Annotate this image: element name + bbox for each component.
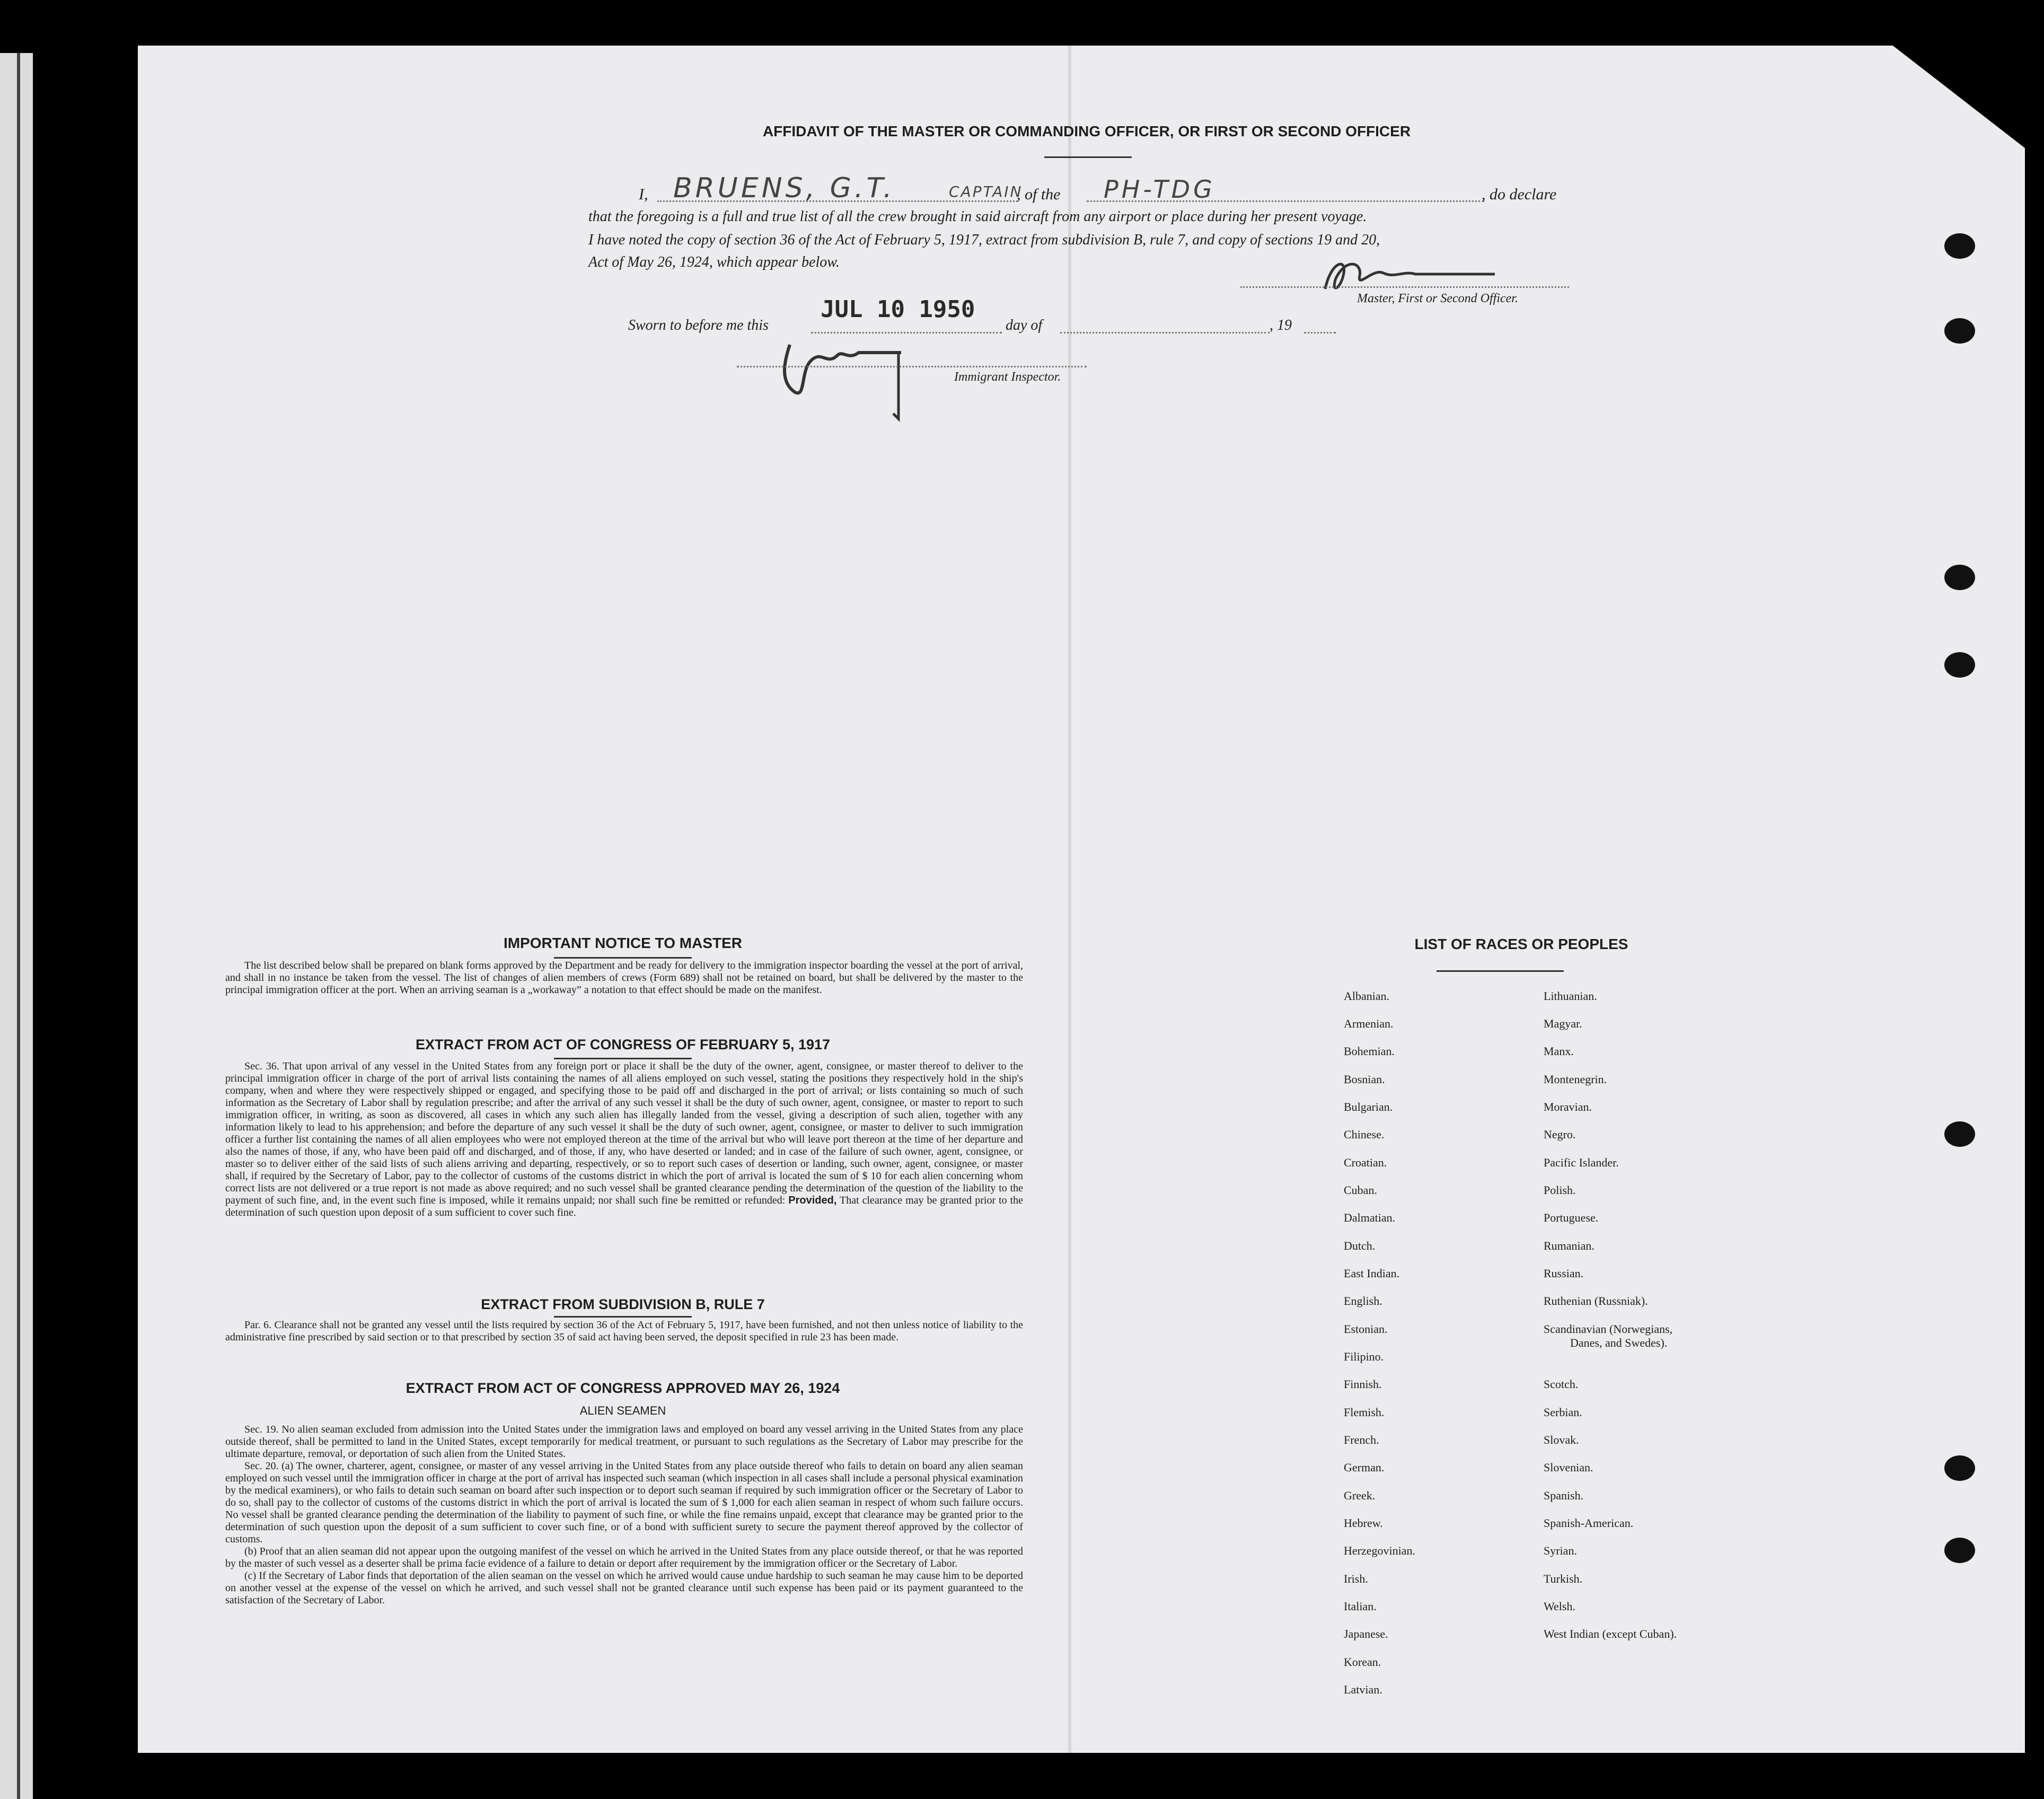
captain-rank: CAPTAIN <box>949 183 1023 200</box>
punch-hole <box>1944 1538 1975 1563</box>
sec20a-paragraph: Sec. 20. (a) The owner, charterer, agent, consignee, or master of any vessel arriving in the United States from any place outside thereof who fails to detain on board any alien seaman employed on such vessel until the immigration officer in charge at the port of arrival has inspected such seaman (which inspection in all cases shall include a personal physical examination by the medical examiners), or who fails to detain such seaman on board after such inspection or to deport such seaman if required by such immigration officer or the Secretary of Labor to do so, shall pay to the collector of customs of the customs district in which the port of arrival is located the sum of $ 1,000 for each alien seaman in respect of whom such failure occurs. No vessel shall be granted clearance pending the determination of the liability to payment of such fine, or while the fine remains unpaid, except that clearance may be granted prior to the determination of such question upon the deposit of a sum sufficient to cover such fine, or of a bond with sufficient surety to secure the payment thereof approved by the collector of customs. <box>225 1460 1023 1545</box>
affidavit-line-4: Act of May 26, 1924, which appear below. <box>588 254 840 270</box>
race-item: English. <box>1344 1294 1382 1307</box>
race-item: Dutch. <box>1344 1239 1376 1252</box>
aircraft-fill-line <box>1087 200 1484 202</box>
race-item: Lithuanian. <box>1544 989 1597 1003</box>
name-fill-line <box>657 200 1018 202</box>
race-item: Polish. <box>1544 1183 1576 1197</box>
race-item: Portuguese. <box>1544 1211 1599 1224</box>
master-label: Master, First or Second Officer. <box>1357 292 1518 305</box>
sec36-paragraph <box>225 1060 1023 1219</box>
year-fill-line <box>1304 332 1336 334</box>
race-item: Armenian. <box>1344 1017 1394 1030</box>
race-item: Pacific Islander. <box>1544 1156 1619 1169</box>
extract-1924-title: EXTRACT FROM ACT OF CONGRESS APPROVED MAY 26, 1924 <box>406 1380 840 1396</box>
race-item: Turkish. <box>1544 1572 1583 1585</box>
punch-hole <box>1944 318 1975 344</box>
race-item: Moravian. <box>1544 1100 1592 1113</box>
race-item: Croatian. <box>1344 1156 1387 1169</box>
adjacent-page-edge <box>0 53 33 1799</box>
sec19-paragraph: Sec. 19. No alien seaman excluded from admission into the United States under the immigration laws and employed on board any vessel arriving in the United States from any place outside thereof, shall be permitted to land in the United States, except temporarily for medical treatment, or pursuant to such regulations as the Secretary of Labor may prescribe for the ultimate departure, removal, or deportation of such alien from the United States. <box>225 1424 1023 1460</box>
extract-1917-rule <box>554 1058 692 1059</box>
notice-paragraph: The list described below shall be prepared on blank forms approved by the Department and be ready for delivery to the immigration inspector boarding the vessel at the port of arrival, and shall in no instance be taken from the vessel. The list of changes of alien members of crews (Form 689) shall not be retained on board, but shall be delivered by the master to the principal immigration officer at the port. When an arriving seaman is a „workaway” a notation to that effect should be made on the manifest. <box>225 960 1023 996</box>
race-item: Danes, and Swedes). <box>1570 1336 1668 1349</box>
race-item: Dalmatian. <box>1344 1211 1396 1224</box>
notice-text-block <box>225 960 1023 996</box>
punch-hole <box>1944 565 1975 590</box>
inspector-signature <box>774 329 912 424</box>
race-item: Negro. <box>1544 1128 1576 1141</box>
sworn-label: Sworn to before me this <box>628 317 769 334</box>
race-item: Italian. <box>1344 1600 1377 1613</box>
race-item: Slovak. <box>1544 1433 1579 1446</box>
subdivision-text-block <box>225 1319 1023 1344</box>
race-item: West Indian (except Cuban). <box>1544 1627 1677 1640</box>
i-label: I, <box>639 186 648 203</box>
affidavit-line-2: that the foregoing is a full and true list of all the crew brought in said aircraft from any airport or place during her present voyage. <box>588 208 1367 225</box>
page-edge-line <box>17 53 20 1799</box>
par6-paragraph: Par. 6. Clearance shall not be granted any vessel until the lists required by section 36 of the Act of February 5, 1917, have been furnished, and not then unless notice of liability to the administrative fine prescribed by said section or to that prescribed by section 35 of said act having been served, the deposit specified in rule 23 has been made. <box>225 1319 1023 1343</box>
race-item: Manx. <box>1544 1045 1574 1058</box>
affidavit-line-3: I have noted the copy of section 36 of the Act of February 5, 1917, extract from subdivision B, rule 7, and copy of sections 19 and 20, <box>588 232 1380 248</box>
punch-hole <box>1944 233 1975 259</box>
sec20c-paragraph: (c) If the Secretary of Labor finds that deportation of the alien seaman on the vessel on which he arrived would cause undue hardship to such seaman he may cause him to be deported on another vessel at the expense of the vessel on which he arrived, and such vessel shall not be granted clearance until such expense has been paid or its payment guaranteed to the satisfaction of the Secretary of Labor. <box>225 1570 1023 1606</box>
month-fill-line <box>1060 332 1270 334</box>
race-item: Bohemian. <box>1344 1045 1395 1058</box>
center-fold <box>1068 46 1071 1753</box>
race-item: East Indian. <box>1344 1267 1400 1280</box>
year-label: , 19 <box>1270 317 1292 334</box>
race-item: Japanese. <box>1344 1627 1388 1640</box>
race-item: French. <box>1344 1433 1379 1446</box>
race-item: Finnish. <box>1344 1377 1382 1391</box>
punch-hole <box>1944 652 1975 678</box>
captain-name: BRUENS, G.T. <box>673 172 895 204</box>
race-item: Scandinavian (Norwegians, <box>1544 1322 1673 1336</box>
extract-1917-title: EXTRACT FROM ACT OF CONGRESS OF FEBRUARY 5, 1917 <box>415 1037 831 1052</box>
title-underline <box>1044 156 1132 158</box>
races-title: LIST OF RACES OR PEOPLES <box>1414 936 1628 952</box>
race-item: Herzegovinian. <box>1344 1544 1415 1557</box>
race-item: Russian. <box>1544 1267 1584 1280</box>
punch-hole <box>1944 1121 1975 1147</box>
race-item: Serbian. <box>1544 1406 1582 1419</box>
sec20b-paragraph: (b) Proof that an alien seaman did not appear upon the outgoing manifest of the vessel on which he arrived in the United States from any place outside thereof, or that he was reported by the master of such vessel as a deserter shall be prima facie evidence of a failure to detain or deport after requirement by the immigration officer or the Secretary of Labor. <box>225 1546 1023 1569</box>
race-item: Hebrew. <box>1344 1516 1383 1530</box>
punch-hole <box>1944 1455 1975 1481</box>
race-item: Montenegrin. <box>1544 1073 1607 1086</box>
race-item: Welsh. <box>1544 1600 1575 1613</box>
race-item: Albanian. <box>1344 989 1390 1003</box>
race-item: Irish. <box>1344 1572 1368 1585</box>
race-item: German. <box>1344 1461 1385 1474</box>
extract-1924-text-block <box>225 1424 1023 1607</box>
race-item: Flemish. <box>1344 1406 1385 1419</box>
sec36-text-end: That clearance may be granted prior to the determination of such question upon deposit of a sum sufficient to cover such fine. <box>225 1195 1024 1218</box>
race-item: Korean. <box>1344 1655 1381 1669</box>
race-item: Latvian. <box>1344 1683 1382 1696</box>
race-item: Syrian. <box>1544 1544 1577 1557</box>
race-item: Filipino. <box>1344 1350 1384 1363</box>
notice-title: IMPORTANT NOTICE TO MASTER <box>503 935 743 951</box>
date-stamp: JUL 10 1950 <box>821 296 975 323</box>
inspector-label: Immigrant Inspector. <box>954 370 1061 384</box>
race-item: Spanish-American. <box>1544 1516 1634 1530</box>
races-title-rule <box>1437 970 1564 972</box>
subdivision-title: EXTRACT FROM SUBDIVISION B, RULE 7 <box>481 1296 765 1312</box>
master-signature-line <box>1240 286 1569 288</box>
race-item: Cuban. <box>1344 1183 1377 1197</box>
notice-title-rule <box>554 957 692 959</box>
subdivision-rule <box>554 1316 692 1318</box>
do-declare-label: , do declare <box>1482 186 1557 203</box>
race-item: Slovenian. <box>1544 1461 1593 1474</box>
day-of-label: day of <box>1006 317 1043 334</box>
inspector-signature-line <box>737 366 1087 367</box>
race-item: Chinese. <box>1344 1128 1385 1141</box>
race-item: Spanish. <box>1544 1489 1584 1502</box>
race-item: Rumanian. <box>1544 1239 1594 1252</box>
aircraft-id: PH-TDG <box>1104 175 1215 204</box>
race-item: Ruthenian (Russniak). <box>1544 1294 1648 1307</box>
race-item: Scotch. <box>1544 1377 1579 1391</box>
sec36-text: Sec. 36. That upon arrival of any vessel in the United States from any foreign port or place it shall be the duty of the owner, agent, consignee, or master thereof to deliver to the principal immigration officer in charge of the port of arrival lists containing the names of all aliens employed on such vessel, stating the positions they respectively hold in the ship's company, when and where they were respectively shipped or engaged, and specifying those to be paid off and discharged in the port of arrival; or lists containing so much of such information as the Secretary of Labor shall by regulation prescribe; and after the arrival of any such vessel it shall be the duty of such owner, agent, consignee, or master to report to such immigration officer, in writing, as soon as discovered, all cases in which any such alien has illegally landed from the vessel, giving a description of such alien, together with any information likely to lead to his apprehension; and before the departure of any such vessel it shall be the duty of such owner, agent, consignee, or master to deliver to such immigration officer a further list containing the names of all alien employees who were not employed thereon at the time of the arrival but who will leave port thereon at the time of her departure and also the names of those, if any, who have been paid off and discharged, and of those, if any, who have deserted or landed; and in case of the failure of such owner, agent, consignee, or master so to deliver either of the said lists of such aliens arriving and departing, respectively, or so to report such cases of desertion or landing, such owner, agent, consignee, or master shall, if required by the Secretary of Labor, pay to the collector of customs of the customs district in which the port of arrival is located the sum of $ 10 for each alien concerning whom correct lists are not delivered or a true report is not made as above required; and no such vessel shall be granted clearance pending the determination of the question of the liability to the payment of such fine, and, in the event such fine is imposed, while it remains unpaid; nor shall such fine be remitted or refunded: <box>225 1060 1023 1206</box>
race-item: Bosnian. <box>1344 1073 1385 1086</box>
race-item: Magyar. <box>1544 1017 1582 1030</box>
race-item: Estonian. <box>1344 1322 1388 1336</box>
race-item: Greek. <box>1344 1489 1376 1502</box>
of-the-label: , of the <box>1017 186 1061 203</box>
provided-label: Provided, <box>788 1195 837 1206</box>
race-item: Bulgarian. <box>1344 1100 1393 1113</box>
affidavit-title: AFFIDAVIT OF THE MASTER OR COMMANDING OFFICER, OR FIRST OR SECOND OFFICER <box>762 123 1411 139</box>
alien-seamen-subtitle: ALIEN SEAMEN <box>579 1404 666 1417</box>
extract-1917-text-block <box>225 1060 1023 1219</box>
